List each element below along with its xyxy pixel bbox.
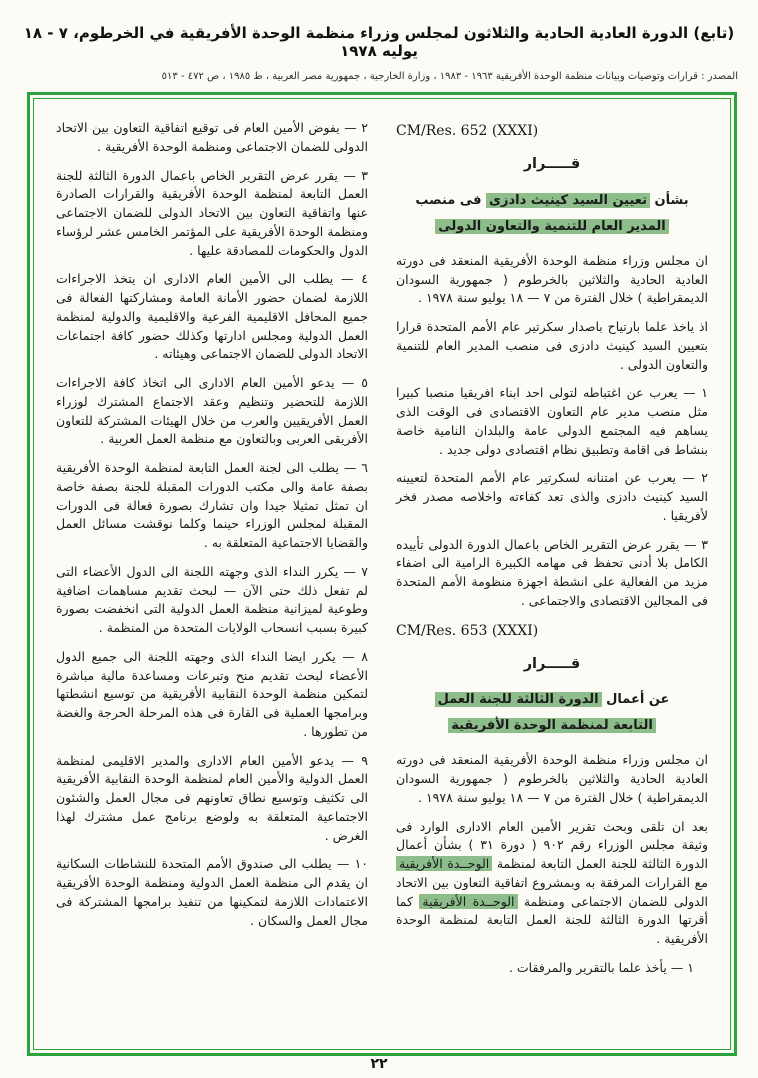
- title-text: فى منصب: [415, 192, 487, 208]
- paragraph: اذ ياخذ علما بارتياح باصدار سكرتير عام الأمم المتحدة قرارا بتعيين السيد كينيث دادزى فى منصب المدير العام للتنمية والتعاون الدولى .: [396, 319, 708, 372]
- frame-inner-border: [33, 98, 731, 1050]
- resolution-652-title: [396, 188, 708, 240]
- paragraph: ١٠ — يطلب الى صندوق الأمم المتحدة للنشاطات السكانية ان يقدم الى منظمة العمل الدولية ومنظمة الوحدة الأفريقية الاعتمادات اللازمة لتمكينها من تنفيذ برامجها المشتركة فى مجال العمل والسكان .: [56, 856, 368, 928]
- inline-highlight: الوحــدة الأفريقية: [419, 894, 517, 909]
- resolution-653-heading: قـــــرار: [523, 655, 581, 672]
- page-number: ٢٢: [370, 1056, 388, 1072]
- title-highlight: الدورة الثالثة للجنة العمل: [435, 692, 602, 707]
- paragraph: ٥ — يدعو الأمين العام الادارى الى اتخاذ كافة الاجراءات اللازمة للتحضير وتنظيم وعقد الاجتماع المشترك لوزراء العمل الأفريقيين والعرب من خلال الهيئات المشتركة للتعاون الأفريقى العربى وبالتعاون مع منظمة العمل العربية .: [56, 375, 368, 447]
- resolution-652-heading: قـــــرار: [523, 156, 581, 172]
- paragraph: ٢ — يعرب عن امتنانه لسكرتير عام الأمم المتحدة لتعيينه السيد كينيث دادزى والذى تعد كفاءته واخلاصه مصدر فخر لأفريقيا .: [396, 470, 708, 523]
- paragraph: ٨ — يكرر ايضا النداء الذى وجهته اللجنة الى جميع الدول الأعضاء لبحث تقديم منح وتبرعات ومساعدة مالية مباشرة لتمكين منظمة الوحدة النقابية الأفريقية من توسيع انشطتها وبرامجها العملية فى القارة فى هذه المرحلة الحرجة والغضة من تطورها .: [56, 648, 368, 739]
- paragraph: ٤ — يطلب الى الأمين العام الادارى ان يتخذ الاجراءات اللازمة لضمان حضور الأمانة العامة ومشاركتها الفعالة فى جميع المحافل الاقليمية الفرعية والاقليمية والدولية لمنظمة العمل الدولية ومجلس ادارتها وكذلك حضور كافة اجتماعات الاتحاد الدولى للضمان الاجتماعى وهيئاته .: [56, 271, 368, 362]
- title-line-1: [396, 687, 708, 713]
- title-text: بشأن: [649, 192, 689, 208]
- paragraph: ٩ — يدعو الأمين العام الادارى والمدير الاقليمى لمنظمة العمل الدولية والأمين العام لمنظمة الوحدة النقابية الأفريقية الى تكثيف وتوسيع نطاق تعاونهم فى مجال العمل والشئون الاجتماعية المتعلقة به ولوضع برنامج عمل مشترك لهذا الغرض .: [56, 752, 368, 843]
- paragraph: ٧ — يكرر النداء الذى وجهته اللجنة الى الدول الأعضاء التى لم تفعل ذلك حتى الآن — لبحث تقديم مساهمات اضافية وطوعية لميزانية منظمة العمل الدولية التى انخفضت بصورة كبيرة بسبب انسحاب الولايات المتحدة من المنظمة .: [56, 563, 368, 635]
- title-text: عن أعمال: [601, 692, 670, 708]
- title-line-1: [396, 188, 708, 214]
- title-highlight: تعيين السيد كينيث دادزى: [486, 193, 650, 208]
- paragraph-text: مع القرارات المرفقة به وبمشروع اتفاقية التعاون بين الاتحاد الدولى للضمان الاجتماعى ومنظمة: [396, 874, 709, 909]
- right-column: [396, 119, 708, 1029]
- resolution-652: [396, 121, 708, 611]
- paragraph: ٣ — يقرر عرض التقرير الخاص باعمال الدورة الثالثة للجنة العمل التابعة لمنظمة الوحدة الأفريقية والقرارات الصادرة عنها واتفاقية التعاون بين الاتحاد الدولى للضمان الاجتماعى ومنظمة الوحدة الأفريقية على المؤتمر الخامس عشر لرؤساء الدول والحكومات للمصادقة عليها .: [56, 167, 368, 258]
- title-line-2: [396, 214, 708, 240]
- resolution-653-id: CM/Res. 653 (XXXI): [396, 622, 539, 639]
- paragraph-text: بعد ان تلقى وبحث تقرير الأمين العام الادارى الوارد فى وثيقة مجلس الوزراء رقم ٩٠٢ ( دورة ٣١ ) بشأن أعمال الدورة الثالثة للجنة العمل التابعة لمنظمة: [396, 818, 708, 871]
- paragraph: ٣ — يقرر عرض التقرير الخاص باعمال الدورة الدولى تأييده الكامل بلا أدنى تحفظ فى مهامه الكبيرة الرامية الى اضفاء مزيد من الفعالية على انشطة اجهزة منظومة الأمم المتحدة فى المجالين الاقتصادى والاجتماعى .: [396, 536, 708, 608]
- resolution-653-title: [396, 687, 708, 739]
- paragraph: ٢ — يفوض الأمين العام فى توقيع اتفاقية التعاون بين الاتحاد الدولى للضمان الاجتماعى ومنظمة الوحدة الأفريقية .: [56, 120, 368, 154]
- paragraph: ان مجلس وزراء منظمة الوحدة الأفريقية المنعقد فى دورته العادية الحادية والثلاثين بالخرطوم ( جمهورية السودان الديمقراطية ) خلال الفترة من ٧ — ١٨ يوليو سنة ١٩٧٨ .: [396, 252, 708, 306]
- title-line-2: [396, 713, 708, 739]
- paragraph: ١ — يأخذ علما بالتقرير والمرفقات .: [508, 959, 694, 975]
- resolution-652-id: CM/Res. 652 (XXXI): [396, 123, 539, 139]
- two-column-text: [56, 119, 708, 1029]
- paragraph: [396, 818, 708, 949]
- title-highlight: التابعة لمنظمة الوحدة الأفريقية: [448, 718, 656, 733]
- resolution-653: [396, 621, 708, 978]
- page-header: [20, 24, 738, 82]
- paragraph: ان مجلس وزراء منظمة الوحدة الأفريقية المنعقد فى دورته العادية الحادية والثلاثين بالخرطوم ( جمهورية السودان الديمقراطية ) خلال الفترة من ٧ — ١٨ يوليو سنة ١٩٧٨ .: [396, 752, 708, 805]
- left-column: [56, 119, 368, 1029]
- title-highlight: المدير العام للتنمية والتعاون الدولى: [435, 219, 669, 234]
- paragraph: ٦ — يطلب الى لجنة العمل التابعة لمنظمة الوحدة الأفريقية بصفة عامة والى مكتب الدورات المقبلة للجنة بصفة خاصة ان تمثل تمثيلا جيدا وان تشارك بصورة فعالة فى الدورات المقبلة لمجلس الوزراء حينما وكلما نوقشت مسائل العمل والقضايا الاجتماعية المتعلقة به .: [56, 460, 368, 550]
- source-citation: المصدر : قرارات وتوصيات وبيانات منظمة الوحدة الأفريقية ١٩٦٣ - ١٩٨٣ ، وزارة الخارجية ، جمهورية مصر العربية ، ط ١٩٨٥ ، ص ٤٧٢ - ٥١٣: [161, 71, 738, 82]
- paragraph: ١ — يعرب عن اغتباطه لتولى احد ابناء افريقيا منصبا كبيرا مثل منصب مدير عام التعاون الاقتصادى فى الوقت الذى يساهم فيه المجتمع الدولى عامة والبلدان النامية خاصة بنشاط فى اقامة وتطبيق نظام اقتصادى دولى جديد .: [396, 385, 708, 457]
- green-border-frame: [27, 92, 737, 1056]
- document-title: (تابع) الدورة العادية الحادية والثلاثون لمجلس وزراء منظمة الوحدة الأفريقية في الخرطوم، ٧ - ١٨ يوليه ١٩٧٨: [23, 24, 735, 60]
- inline-highlight: الوحــدة الأفريقية: [396, 856, 492, 871]
- paragraph-text: كما أقرتها الدورة الثالثة للجنة العمل التابعة لمنظمة الوحدة الأفريقية .: [396, 893, 708, 946]
